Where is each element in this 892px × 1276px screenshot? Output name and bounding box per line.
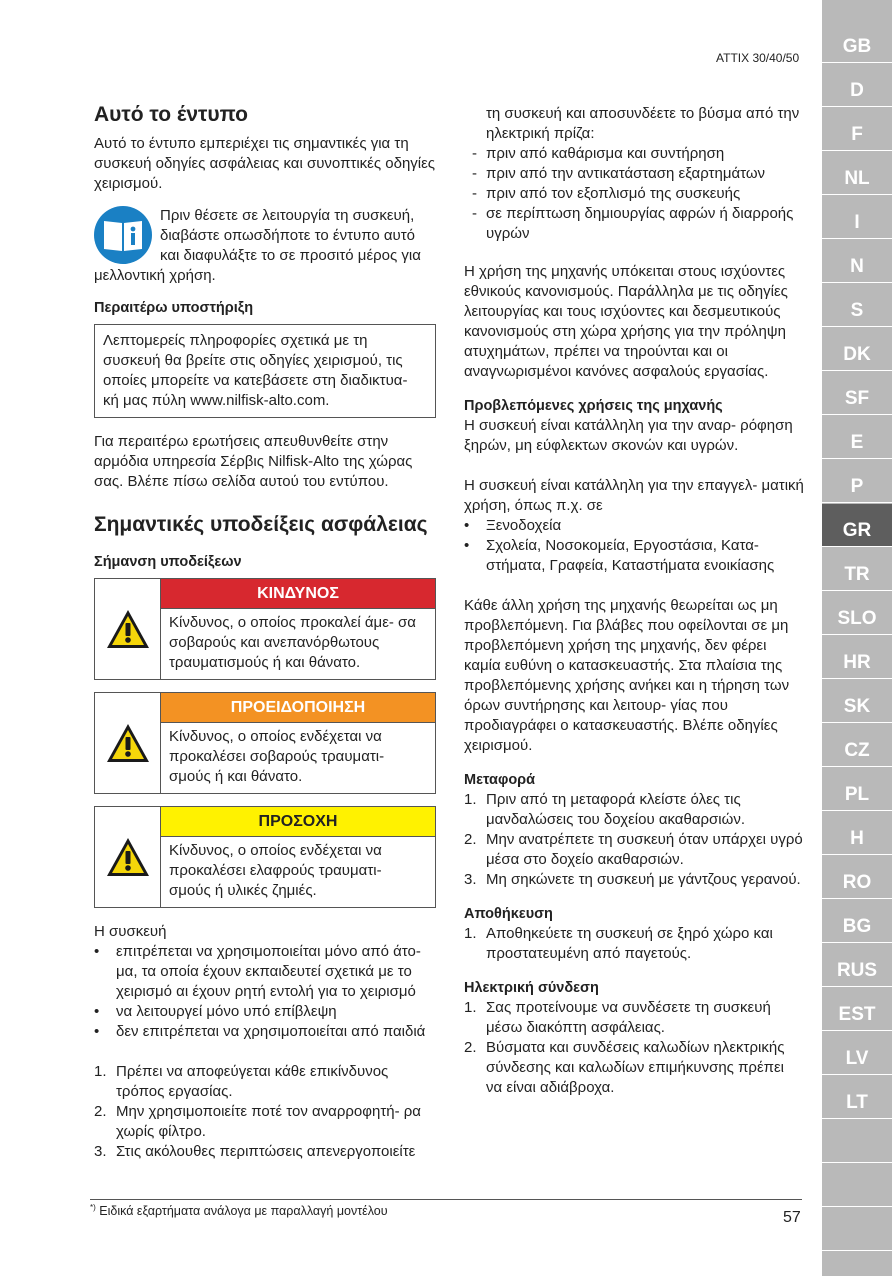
disconnect-item xyxy=(444,144,804,164)
language-tab-bg[interactable] xyxy=(822,900,892,943)
support-box-text: Λεπτομερείς πληροφορίες σχετικά με τη συσκευή θα βρείτε στις οδηγίες χειρισμού, τις οποίες μπορείτε να κατεβάσετε στη διαδικτυα- κή μας πύλη www.nilfisk-alto.com. xyxy=(103,332,408,409)
footnote-text: Ειδικά εξαρτήματα ανάλογα με παραλλαγή μοντέλου xyxy=(99,1204,388,1219)
transport-item-marker: 1. xyxy=(464,791,477,808)
language-tab-label: N xyxy=(850,256,864,277)
device-bullet-text: να λειτουργεί μόνο υπό επίβλεψη xyxy=(116,1003,337,1020)
professional-bullet-marker: • xyxy=(464,537,470,554)
storage-item xyxy=(464,924,804,964)
language-tab-label: F xyxy=(851,124,863,145)
language-tab-est[interactable] xyxy=(822,988,892,1031)
language-tab-empty xyxy=(822,1252,892,1276)
disconnect-item-text: πριν από την αντικατάσταση εξαρτημάτων xyxy=(486,165,766,182)
safety-numbered-list xyxy=(94,1062,436,1162)
page-number: 57 xyxy=(783,1209,801,1226)
read-manual-note xyxy=(94,206,436,286)
language-tab-column xyxy=(822,0,892,1276)
transport-item xyxy=(464,870,804,890)
language-tab-label: SK xyxy=(843,696,871,717)
device-bullet-text: επιτρέπεται να χρησιμοποιείται μόνο από άτο- μα, τα οποία έχουν εκπαιδευτεί σχετικά με το χειρισμό αι έχουν ρητή εντολή για το χειρισμό xyxy=(116,943,421,1000)
hazard-text: Κίνδυνος, ο οποίος ενδέχεται να προκαλέσει σοβαρούς τραυματι- σμούς ή και θάνατο. xyxy=(169,728,385,785)
device-bullet-text: δεν επιτρέπεται να χρησιμοποιείται από παιδιά xyxy=(116,1023,426,1040)
safety-step xyxy=(94,1062,436,1102)
hazard-label: ΠΡΟΕΙΔΟΠΟΙΗΣΗ xyxy=(161,693,435,723)
hazard-list xyxy=(94,578,436,908)
about-title: Αυτό το έντυπο xyxy=(94,103,248,126)
storage-list xyxy=(464,924,804,964)
electric-item xyxy=(464,1038,804,1098)
language-tab-label: NL xyxy=(844,168,870,189)
disconnect-dash-list xyxy=(444,144,804,244)
transport-item-text: Πριν από τη μεταφορά κλείστε όλες τις μανδαλώσεις του δοχείου ακαθαρσιών. xyxy=(486,791,745,828)
language-tab-sf[interactable] xyxy=(822,372,892,415)
hazard-body xyxy=(161,807,435,907)
language-tab-label: GR xyxy=(842,520,872,541)
language-tab-label: RO xyxy=(842,872,872,893)
footnote xyxy=(90,1203,388,1218)
transport-item-marker: 2. xyxy=(464,831,477,848)
footnote-mark: *) xyxy=(90,1203,96,1212)
language-tab-f[interactable] xyxy=(822,108,892,151)
device-bullet xyxy=(94,942,436,1002)
model-name: ATTIX 30/40/50 xyxy=(716,51,800,65)
device-bullet-marker: • xyxy=(94,943,100,960)
language-tab-label: TR xyxy=(844,564,870,585)
device-bullet xyxy=(94,1022,436,1042)
language-tab-hr[interactable] xyxy=(822,636,892,679)
professional-bullet xyxy=(464,536,804,576)
language-tab-label: GB xyxy=(842,36,872,57)
language-tab-tr[interactable] xyxy=(822,548,892,591)
disconnect-item-text: σε περίπτωση δημιουργίας αφρών ή διαρροής υγρών xyxy=(486,205,794,242)
electric-title: Ηλεκτρική σύνδεση xyxy=(464,980,599,996)
professional-bullet-text: Ξενοδοχεία xyxy=(486,517,562,534)
transport-item xyxy=(464,830,804,870)
transport-title: Μεταφορά xyxy=(464,772,536,788)
language-tab-label: LV xyxy=(845,1048,869,1069)
disconnect-item-text: πριν από καθάρισμα και συντήρηση xyxy=(486,145,725,162)
language-tab-label: BG xyxy=(842,916,872,937)
professional-bullet xyxy=(464,516,804,536)
hazard-body xyxy=(161,579,435,679)
language-tab-nl[interactable] xyxy=(822,152,892,195)
device-bullet xyxy=(94,1002,436,1022)
language-tab-d[interactable] xyxy=(822,64,892,107)
language-tab-gb[interactable] xyxy=(822,20,892,63)
language-tab-label: I xyxy=(854,212,860,233)
safety-step-text: Στις ακόλουθες περιπτώσεις απενεργοποιείτε xyxy=(116,1143,416,1160)
disconnect-item xyxy=(444,184,804,204)
language-tab-label: HR xyxy=(843,652,871,673)
storage-title: Αποθήκευση xyxy=(464,906,553,922)
language-tab-label: DK xyxy=(843,344,871,365)
storage-item-marker: 1. xyxy=(464,925,477,942)
language-tab-ro[interactable] xyxy=(822,856,892,899)
electric-item-marker: 1. xyxy=(464,999,477,1016)
safety-step-text: Πρέπει να αποφεύγεται κάθε επικίνδυνος τρόπος εργασίας. xyxy=(116,1063,389,1100)
transport-item-text: Μην ανατρέπετε τη συσκευή όταν υπάρχει υγρό μέσα στο δοχείο ακαθαρσιών. xyxy=(486,831,803,868)
disconnect-item xyxy=(444,204,804,244)
language-tab-p[interactable] xyxy=(822,460,892,503)
continuation-text: τη συσκευή και αποσυνδέετε το βύσμα από την ηλεκτρική πρίζα: xyxy=(486,105,800,142)
hazard-text: Κίνδυνος, ο οποίος προκαλεί άμε- σα σοβαρούς και ανεπανόρθωτους τραυματισμούς ή και θάνατο. xyxy=(169,614,416,671)
safety-step-marker: 3. xyxy=(94,1143,107,1160)
safety-step-text: Μην χρησιμοποιείτε ποτέ τον αναρροφητή- ρα χωρίς φίλτρο. xyxy=(116,1103,421,1140)
hazard-body xyxy=(161,693,435,793)
electric-item-text: Βύσματα και συνδέσεις καλωδίων ηλεκτρικής σύνδεσης και καλωδίων επιμήκυνσης πρέπει να είναι αδιάβροχα. xyxy=(486,1039,785,1096)
disconnect-item-marker: - xyxy=(472,185,477,202)
language-tab-label: E xyxy=(850,432,864,453)
device-bullets xyxy=(94,942,436,1042)
language-tab-h[interactable] xyxy=(822,812,892,855)
hazard-text: Κίνδυνος, ο οποίος ενδέχεται να προκαλέσει ελαφρούς τραυματι- σμούς ή υλικές ζημιές. xyxy=(169,842,382,899)
professional-bullet-text: Σχολεία, Νοσοκομεία, Εργοστάσια, Κατα- στήματα, Γραφεία, Καταστήματα ενοικίασης xyxy=(486,537,775,574)
professional-use-text: Η συσκευή είναι κατάλληλη για την επαγγελ- ματική χρήση, όπως π.χ. σε xyxy=(464,477,804,514)
hazard-box xyxy=(94,806,436,908)
language-tab-rus[interactable] xyxy=(822,944,892,987)
language-tab-pl[interactable] xyxy=(822,768,892,811)
safety-step xyxy=(94,1102,436,1142)
language-tab-s[interactable] xyxy=(822,284,892,327)
safety-step xyxy=(94,1142,436,1162)
language-tab-n[interactable] xyxy=(822,240,892,283)
language-tab-label: H xyxy=(850,828,864,849)
transport-item xyxy=(464,790,804,830)
device-intro: Η συσκευή xyxy=(94,923,167,940)
language-tab-e[interactable] xyxy=(822,416,892,459)
hazard-label: ΚΙΝΔΥΝΟΣ xyxy=(161,579,435,609)
disconnect-item-text: πριν από τον εξοπλισμό της συσκευής xyxy=(486,185,741,202)
language-tab-label: SLO xyxy=(837,608,877,629)
language-tab-lv[interactable] xyxy=(822,1032,892,1075)
language-tab-empty xyxy=(822,1208,892,1251)
language-tab-lt[interactable] xyxy=(822,1076,892,1119)
disconnect-item-marker: - xyxy=(472,165,477,182)
electric-item-text: Σας προτείνουμε να συνδέσετε τη συσκευή μέσω διακόπτη ασφάλειας. xyxy=(486,999,771,1036)
left-column xyxy=(94,100,436,1162)
support-title: Περαιτέρω υποστήριξη xyxy=(94,300,254,316)
hazard-box xyxy=(94,692,436,794)
support-after-text: Για περαιτέρω ερωτήσεις απευθυνθείτε στην αρμόδια υπηρεσία Σέρβις Nilfisk-Alto της χώρας σας. Βλέπε πίσω σελίδα αυτού του εντύπου. xyxy=(94,433,413,490)
language-tab-label: CZ xyxy=(844,740,870,761)
language-tab-label: D xyxy=(850,80,864,101)
language-tab-label: LT xyxy=(846,1092,868,1113)
read-manual-icon xyxy=(94,206,152,264)
language-tab-label: RUS xyxy=(836,960,878,981)
footer-rule xyxy=(90,1199,802,1200)
intended-use-text: Η συσκευή είναι κατάλληλη για την αναρ- ρόφηση ξηρών, μη εύφλεκτων σκονών και υγρών. xyxy=(464,417,793,454)
storage-item-text: Αποθηκεύετε τη συσκευή σε ξηρό χώρο και προστατευμένη από παγετούς. xyxy=(486,925,773,962)
regulation-text: Η χρήση της μηχανής υπόκειται στους ισχύοντες εθνικούς κανονισμούς. Παράλληλα με τις οδηγίες λειτουργίας και τους ισχύοντες και δεσμευτικούς κανονισμούς στη χώρα χρήσης για την πρόληψη ατυχημάτων, πρέπει να τηρούνται και οι αναγνωρισμένοι κανόνες ασφαλούς εργασίας. xyxy=(464,263,788,380)
language-tab-label: SF xyxy=(844,388,870,409)
safety-step-marker: 1. xyxy=(94,1063,107,1080)
hazard-box xyxy=(94,578,436,680)
language-tab-empty xyxy=(822,1164,892,1207)
language-tab-cz[interactable] xyxy=(822,724,892,767)
professional-bullet-marker: • xyxy=(464,517,470,534)
language-tab-slo[interactable] xyxy=(822,592,892,635)
language-tab-label: S xyxy=(850,300,864,321)
language-tab-label: PL xyxy=(844,784,870,805)
safety-step-marker: 2. xyxy=(94,1103,107,1120)
device-bullet-marker: • xyxy=(94,1023,100,1040)
language-tab-label: P xyxy=(850,476,864,497)
language-tab-empty xyxy=(822,1120,892,1163)
about-intro: Αυτό το έντυπο εμπεριέχει τις σημαντικές για τη συσκευή οδηγίες ασφάλειας και συνοπτικές οδηγίες χειρισμού. xyxy=(94,135,436,192)
professional-bullets xyxy=(464,516,804,576)
language-tab-i[interactable] xyxy=(822,196,892,239)
transport-item-text: Μη σηκώνετε τη συσκευή με γάντζους γερανού. xyxy=(486,871,801,888)
warning-triangle-icon xyxy=(95,693,161,793)
transport-item-marker: 3. xyxy=(464,871,477,888)
support-infobox xyxy=(94,324,436,418)
right-column xyxy=(464,104,804,1098)
warning-triangle-icon xyxy=(95,807,161,907)
electric-list xyxy=(464,998,804,1098)
read-manual-text: Πριν θέσετε σε λειτουργία τη συσκευή, διαβάστε οπωσδήποτε το έντυπο αυτό και διαφυλάξτε το σε προσιτό μέρος για μελλοντική χρήση. xyxy=(94,207,421,284)
device-bullet-marker: • xyxy=(94,1003,100,1020)
language-tab-sk[interactable] xyxy=(822,680,892,723)
other-use-text: Κάθε άλλη χρήση της μηχανής θεωρείται ως μη προβλεπόμενη. Για βλάβες που οφείλονται σε μη προβλεπόμενη χρήση της μηχανής, δεν φέρει καμία ευθύνη ο κατασκευαστής. Στα πλαίσια της προβλεπόμενης χρήσης ανήκει και η τήρηση των όρων συντήρησης και λειτουρ- γίας που προδιαγράφει ο κατασκευαστής. Βλέπε οδηγίες χειρισμού. xyxy=(464,597,790,754)
warning-triangle-icon xyxy=(95,579,161,679)
language-tab-label: EST xyxy=(838,1004,876,1025)
transport-list xyxy=(464,790,804,890)
language-tab-dk[interactable] xyxy=(822,328,892,371)
disconnect-item xyxy=(444,164,804,184)
disconnect-item-marker: - xyxy=(472,145,477,162)
intended-use-title: Προβλεπόμενες χρήσεις της μηχανής xyxy=(464,398,723,414)
marking-title: Σήμανση υποδείξεων xyxy=(94,554,242,570)
hazard-label: ΠΡΟΣΟΧΗ xyxy=(161,807,435,837)
disconnect-item-marker: - xyxy=(472,205,477,222)
electric-item-marker: 2. xyxy=(464,1039,477,1056)
language-tab-gr[interactable] xyxy=(822,504,892,547)
safety-title: Σημαντικές υποδείξεις ασφάλειας xyxy=(94,513,428,536)
electric-item xyxy=(464,998,804,1038)
